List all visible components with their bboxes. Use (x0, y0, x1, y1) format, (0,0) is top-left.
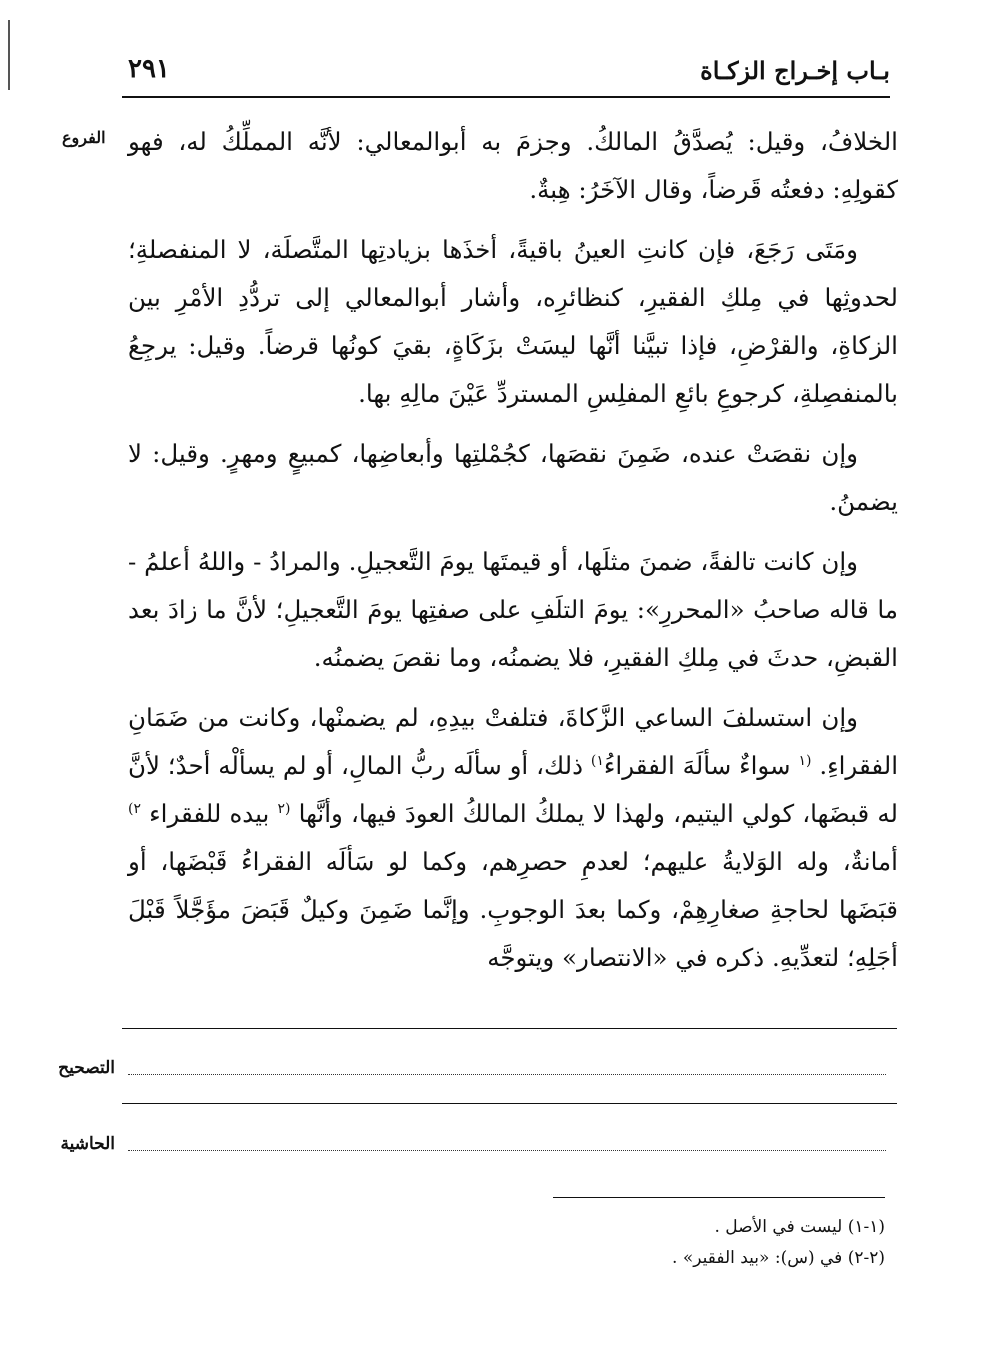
page-number: ٢٩١ (128, 54, 170, 84)
paragraph-5-part-3: ذلك، أو سألَه ربُّ المالِ، أو لم يسألْه أحدٌ؛ لأنَّ له قبضَها، كولي اليتيم، ولهذا لا يملكُ المالكُ العودَ فيها، وأنَّها (128, 751, 898, 828)
paragraph-4: وإن كانت تالفةً، ضمنَ مثلَها، أو قيمتَها يومَ التَّعجيلِ. والمرادُ - واللهُ أعلمُ - ما قاله صاحبُ «المحررِ»: يومَ التلَفِ على صفتِها يومَ التَّعجيلِ؛ لأنَّ ما زادَ بعد القبضِ، حدثَ في مِلكِ الفقيرِ، فلا يضمنُه، وما نقصَ يضمنُه. (128, 547, 898, 672)
margin-label-tashih: التصحيح (58, 1058, 115, 1078)
footnote-1: (١-١) ليست في الأصل . (714, 1217, 885, 1237)
section-rule-1 (122, 1028, 897, 1029)
header-rule (122, 96, 890, 98)
paragraph-5-part-4: بيده للفقراء (149, 799, 270, 828)
footnote-marker-1-close: ١) (590, 752, 604, 769)
paragraph-3: وإن نقصَتْ عنده، ضَمِنَ نقصَها، كجُمْلتِها وأبعاضِها، كمبيعٍ ومهرٍ. وقيل: لا يضمنُ. (128, 439, 898, 516)
margin-label-hashiya: الحاشية (60, 1134, 115, 1154)
paragraph-1: الخلافُ، وقيل: يُصدَّقُ المالكُ. وجزمَ به أبوالمعالي: لأنَّه المملِّكُ له، فهو كقولِهِ: دفعتُه قَرضاً، وقال الآخَرُ: هِبةٌ. (128, 127, 898, 204)
footnote-marker-2-close: ٢) (128, 800, 141, 817)
paragraph-5 (128, 694, 898, 982)
paragraph-5-part-1: وإن استسلفَ الساعي الزَّكاةَ، فتلفتْ بيدِهِ، لم يضمنْها، وكانت من ضَمَانِ الفقراءِ. (128, 703, 899, 780)
page-edge-line (8, 20, 10, 90)
paragraph-5-part-2: سواءٌ سألَهَ الفقراءُ (603, 751, 791, 780)
section-rule-2 (122, 1103, 897, 1104)
page-header (128, 52, 890, 92)
margin-label-furu: الفروع (62, 128, 106, 147)
footnotes (400, 1212, 885, 1274)
main-text (128, 118, 898, 982)
tashih-dotted-line (128, 1074, 886, 1075)
paragraph-5-part-5: أمانةٌ، وله الوَلايةُ عليهم؛ لعدمِ حصرِهم، وكما لو سَألَه الفقراءُ قَبْضَها، أو قبَضَها لحاجةِ صغارِهِمْ، وكما بعدَ الوجوبِ. وإنَّما ضَمِنَ وكيلٌ قَبَضَ مؤَجَّلاً قَبْلَ أجَلِهِ؛ لتعدِّيهِ. ذكره في «الانتصار» ويتوجَّه (128, 847, 898, 972)
footnote-2: (٢-٢) في (س): «بيد الفقير» . (672, 1248, 885, 1268)
footnote-marker-1-open: (١ (798, 752, 812, 769)
paragraph-2: ومَتَى رَجَعَ، فإن كانتِ العينُ باقيةً، أخذَها بزيادتِها المتَّصلَة، لا المنفصلةِ؛ لحدوثِها في مِلكِ الفقيرِ، كنظائرِه، وأشار أبوالمعالي إلى تردُّدِ الأمْرِ بين الزكاةِ، والقرْضِ، فإذا تبيَّنا أنَّها ليسَتْ بزَكَاةٍ، بقيَ كونُها قرضاً. وقيل: يرجِعُ بالمنفصِلةِ، كرجوعِ بائعِ المفلِسِ المستردِّ عَيْنَ مالِهِ بها. (128, 235, 898, 408)
hashiya-dotted-line (128, 1150, 886, 1151)
footnote-rule (553, 1197, 885, 1198)
footnote-marker-2-open: (٢ (277, 800, 291, 817)
chapter-title: بـاب إخـراج الزكـاة (700, 56, 890, 85)
